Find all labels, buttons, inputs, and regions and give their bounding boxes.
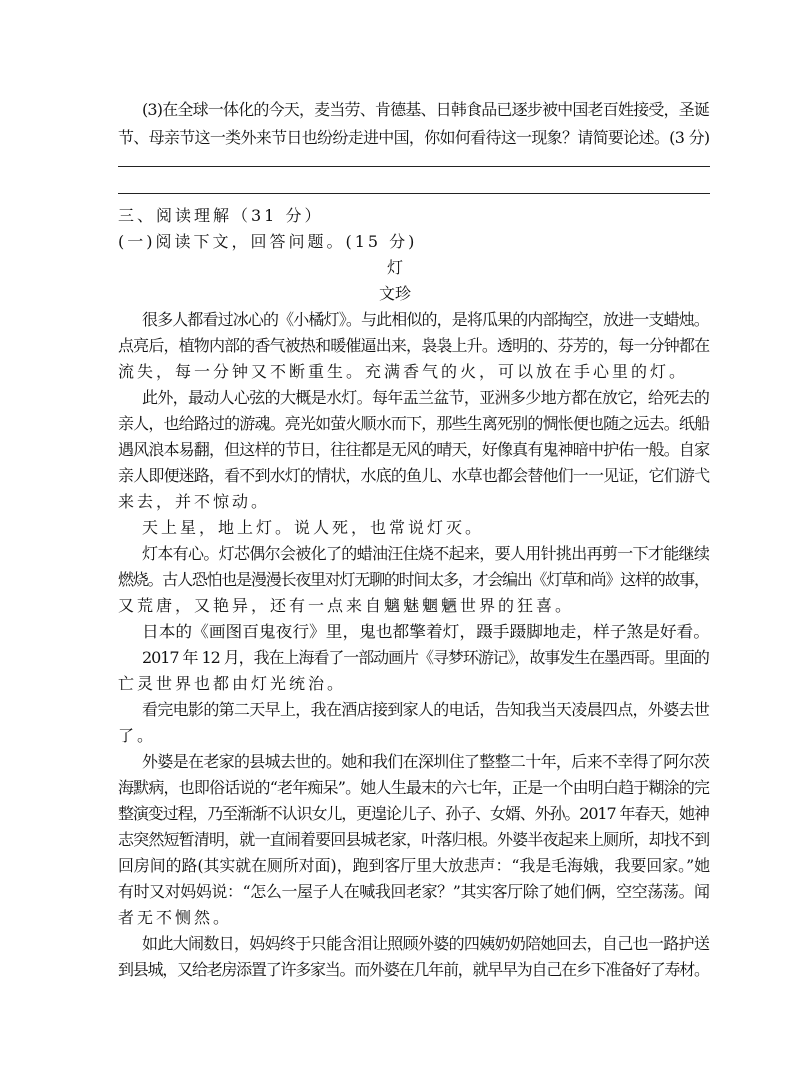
- section-title: 三、阅读理解（31 分）: [118, 206, 324, 225]
- article-title: 灯: [386, 258, 403, 277]
- article-line: 灯本有心。灯芯偶尔会被化了的蜡油汪住烧不起来，要人用针挑出再剪一下才能继续: [142, 544, 710, 563]
- article-line: 天上星，地上灯。说人死，也常说灯灭。: [142, 518, 485, 537]
- article-line: 很多人都看过冰心的《小橘灯》。与此相似的，是将瓜果的内部掏空，放进一支蜡烛。: [142, 310, 709, 329]
- article-author: 文珍: [378, 284, 411, 303]
- article-line: 如此大闹数日，妈妈终于只能含泪让照顾外婆的四姨奶奶陪她回去，自己也一路护送: [142, 934, 710, 953]
- article-line: 燃烧。古人恐怕也是漫漫长夜里对灯无聊的时间太多，才会编出《灯草和尚》这样的故事，: [118, 570, 709, 589]
- article-line: 整演变过程，乃至渐渐不认识女儿，更遑论儿子、孙子、女婿、外孙。2017 年春天，她神: [118, 804, 709, 823]
- article-line: 海默病，也即俗话说的“老年痴呆”。她人生最末的六七年，正是一个由明白趋于糊涂的完: [118, 778, 710, 797]
- article-line: 者无不恻然。: [118, 908, 233, 927]
- article-line: 日本的《画图百鬼夜行》里，鬼也都擎着灯，蹑手蹑脚地走，样子煞是好看。: [142, 622, 710, 641]
- article-line: 点亮后，植物内部的香气被热和暖催逼出来，袅袅上升。透明的、芬芳的，每一分钟都在: [118, 336, 710, 355]
- article-line: 流失，每一分钟又不断重生。充满香气的火，可以放在手心里的灯。: [118, 362, 689, 381]
- article-line: 志突然短暂清明，就一直闹着要回县城老家，叶落归根。外婆半夜起来上厕所，却找不到: [118, 830, 710, 849]
- article-line: 看完电影的第二天早上，我在酒店接到家人的电话，告知我当天凌晨四点，外婆去世: [142, 700, 710, 719]
- article-line: 亲人即便迷路，看不到水灯的情状，水底的鱼儿、水草也都会替他们一一见证，它们游弋: [118, 466, 710, 485]
- article-line: 亲人，也给路过的游魂。亮光如萤火顺水而下，那些生离死别的惆怅便也随之远去。纸船: [118, 414, 710, 433]
- question-line-2: 节、母亲节这一类外来节日也纷纷走进中国，你如何看待这一现象？请简要论述。(3 分): [118, 128, 710, 147]
- article-line: 亡灵世界也都由灯光统治。: [118, 674, 347, 693]
- article-line: 有时又对妈妈说：“怎么一屋子人在喊我回老家？”其实客厅除了她们俩，空空荡荡。闻: [118, 882, 710, 901]
- article-line: 来去，并不惊动。: [118, 492, 271, 511]
- answer-line-1: [118, 166, 710, 167]
- article-line: 了。: [118, 726, 157, 745]
- section-subtitle: (一)阅读下文，回答问题。(15 分): [118, 232, 418, 251]
- article-line: 回房间的路(其实就在厕所对面)，跑到客厅里大放悲声：“我是毛海娥，我要回家。”她: [118, 856, 711, 875]
- article-line: 又荒唐，又艳异，还有一点来自魑魅魍魉世界的狂喜。: [118, 596, 575, 615]
- article-line: 此外，最动人心弦的大概是水灯。每年盂兰盆节，亚洲多少地方都在放它，给死去的: [142, 388, 710, 407]
- article-line: 外婆是在老家的县城去世的。她和我们在深圳住了整整二十年，后来不幸得了阿尔茨: [142, 752, 710, 771]
- article-line: 遇风浪本易翻，但这样的节日，往往都是无风的晴天，好像真有鬼神暗中护佑一般。自家: [118, 440, 710, 459]
- article-line: 2017 年 12 月，我在上海看了一部动画片《寻梦环游记》，故事发生在墨西哥。里面的: [142, 648, 709, 667]
- answer-line-2: [118, 193, 710, 194]
- article-line: 到县城，又给老房添置了许多家当。而外婆在几年前，就早早为自己在乡下准备好了寿材。: [118, 960, 709, 979]
- question-line-1: (3)在全球一体化的今天，麦当劳、肯德基、日韩食品已逐步被中国老百姓接受，圣诞: [142, 100, 710, 119]
